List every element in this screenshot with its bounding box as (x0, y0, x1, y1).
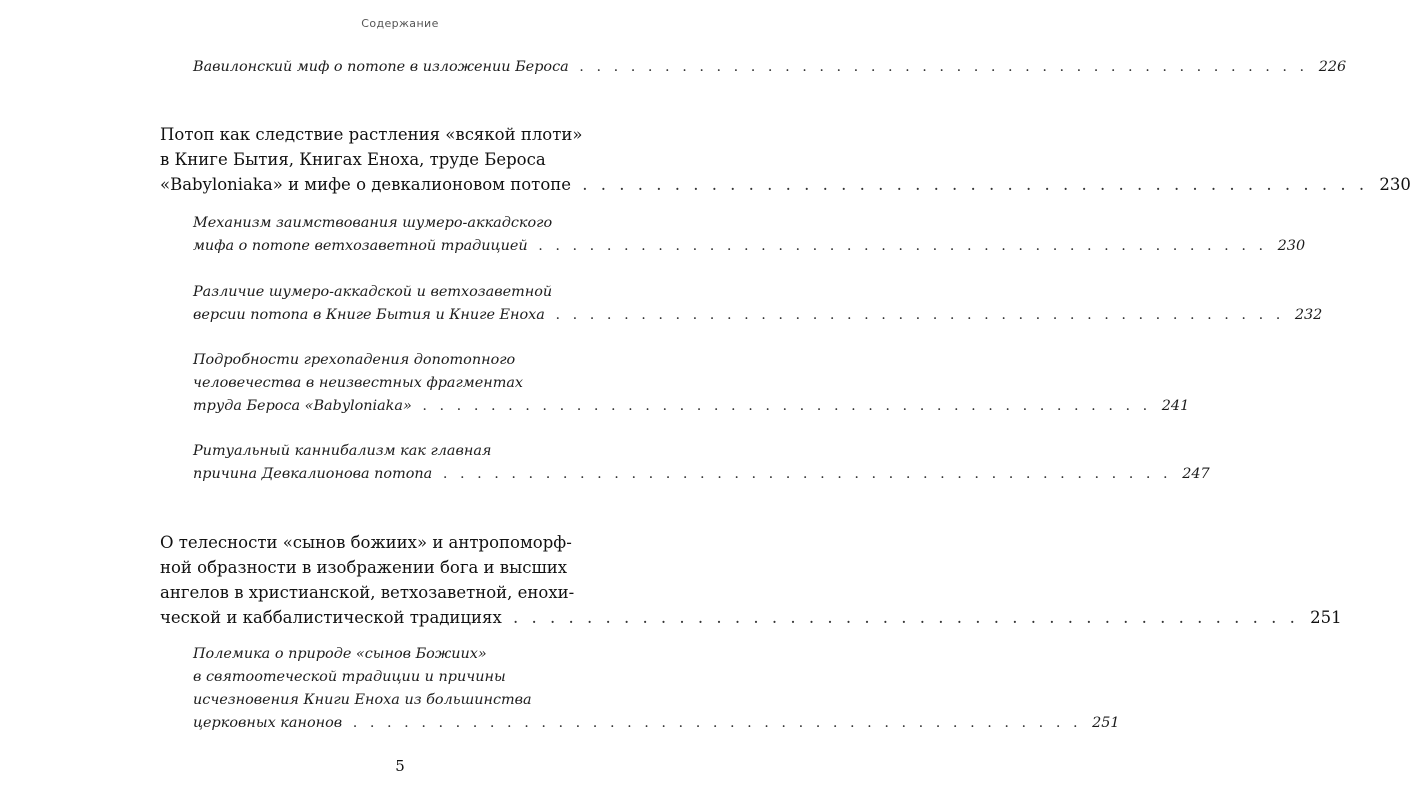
toc-entry (193, 349, 1190, 418)
dot-leader: . . . . . . . . . . . . . . . . . . . . . . . . . . . . . . . . . . . . . . . . . . . (582, 175, 1369, 194)
dot-leader: . . . . . . . . . . . . . . . . . . . . . . . . . . . . . . . . . . . . . . . . . . . (422, 398, 1152, 414)
page-number: 226 (1318, 59, 1347, 75)
dot-leader: . . . . . . . . . . . . . . . . . . . . . . . . . . . . . . . . . . . . . . . . . . . (442, 466, 1172, 482)
page-number: 230 (1379, 175, 1411, 194)
page-number: 251 (1092, 715, 1120, 731)
dot-leader: . . . . . . . . . . . . . . . . . . . . . . . . . . . . . . . . . . . . . . . . . . . (513, 608, 1299, 627)
toc-entry-title: мифа о потопе ветхозаветной традицией (193, 238, 528, 254)
toc-entry-line: Различие шумеро-аккадской и ветхозаветной (193, 284, 553, 300)
toc-entry-title: ческой и каббалистической традициях (160, 608, 502, 627)
toc-entry-line: ангелов в христианской, ветхозаветной, енохи- (160, 583, 575, 602)
toc-entry-title: причина Девкалионова потопа (193, 466, 433, 482)
toc-entry-last-line (193, 463, 1210, 486)
toc-entry-last-line (193, 304, 1323, 327)
toc-entry (193, 56, 1347, 79)
toc-entry-last-line (193, 395, 1190, 418)
toc-entry-line: Ритуальный каннибализм как главная (193, 443, 492, 459)
dot-leader: . . . . . . . . . . . . . . . . . . . . . . . . . . . . . . . . . . . . . . . . . . . (555, 307, 1285, 323)
running-head: Содержание (361, 17, 439, 30)
toc-entry-title: труда Бероса «Babyloniaka» (193, 398, 412, 414)
toc-entry-last-line (193, 235, 1306, 258)
toc-entry-line: О телесности «сынов божиих» и антропоморф- (160, 533, 572, 552)
page-number: 247 (1182, 466, 1210, 482)
toc-entry-line: в святоотеческой традиции и причины (193, 669, 506, 685)
toc-entry-line: ной образности в изображении бога и высших (160, 558, 568, 577)
toc-entry-title: версии потопа в Книге Бытия и Книге Еноха (193, 307, 545, 323)
toc-entry-line: Полемика о природе «сынов Божиих» (193, 646, 487, 662)
toc-entry-line: Механизм заимствования шумеро-аккадского (193, 215, 553, 231)
toc-entry (160, 530, 1342, 630)
toc-entry-line: исчезновения Книги Еноха из большинства (193, 692, 532, 708)
toc-entry-last-line (193, 712, 1120, 735)
dot-leader: . . . . . . . . . . . . . . . . . . . . . . . . . . . . . . . . . . . . . . . . . . . (579, 59, 1309, 75)
toc-entry (193, 440, 1210, 486)
toc-entry-line: человечества в неизвестных фрагментах (193, 375, 524, 391)
toc-entry-last-line (160, 605, 1342, 630)
page-number: 232 (1294, 307, 1323, 323)
toc-entry-last-line (160, 172, 1411, 197)
page-number: 241 (1161, 398, 1190, 414)
toc-entry (193, 212, 1306, 258)
page-number: 230 (1277, 238, 1306, 254)
toc-entry-title: «Babyloniaka» и мифе о девкалионовом потопе (160, 175, 572, 194)
toc-entry-last-line (193, 56, 1347, 79)
folio-page-number: 5 (395, 757, 405, 775)
dot-leader: . . . . . . . . . . . . . . . . . . . . . . . . . . . . . . . . . . . . . . . . . . . (538, 238, 1268, 254)
toc-entry (193, 643, 1120, 735)
toc-entry-title: Вавилонский миф о потопе в изложении Бероса (193, 59, 569, 75)
toc-entry-line: Подробности грехопадения допотопного (193, 352, 516, 368)
toc-entry-line: Потоп как следствие растления «всякой плоти» (160, 125, 583, 144)
toc-entry-title: церковных канонов (193, 715, 343, 731)
toc-entry (160, 122, 1411, 197)
toc-entry (193, 281, 1323, 327)
page-number: 251 (1310, 608, 1342, 627)
dot-leader: . . . . . . . . . . . . . . . . . . . . . . . . . . . . . . . . . . . . . . . . . . . (352, 715, 1082, 731)
toc-entry-line: в Книге Бытия, Книгах Еноха, труде Бероса (160, 150, 546, 169)
